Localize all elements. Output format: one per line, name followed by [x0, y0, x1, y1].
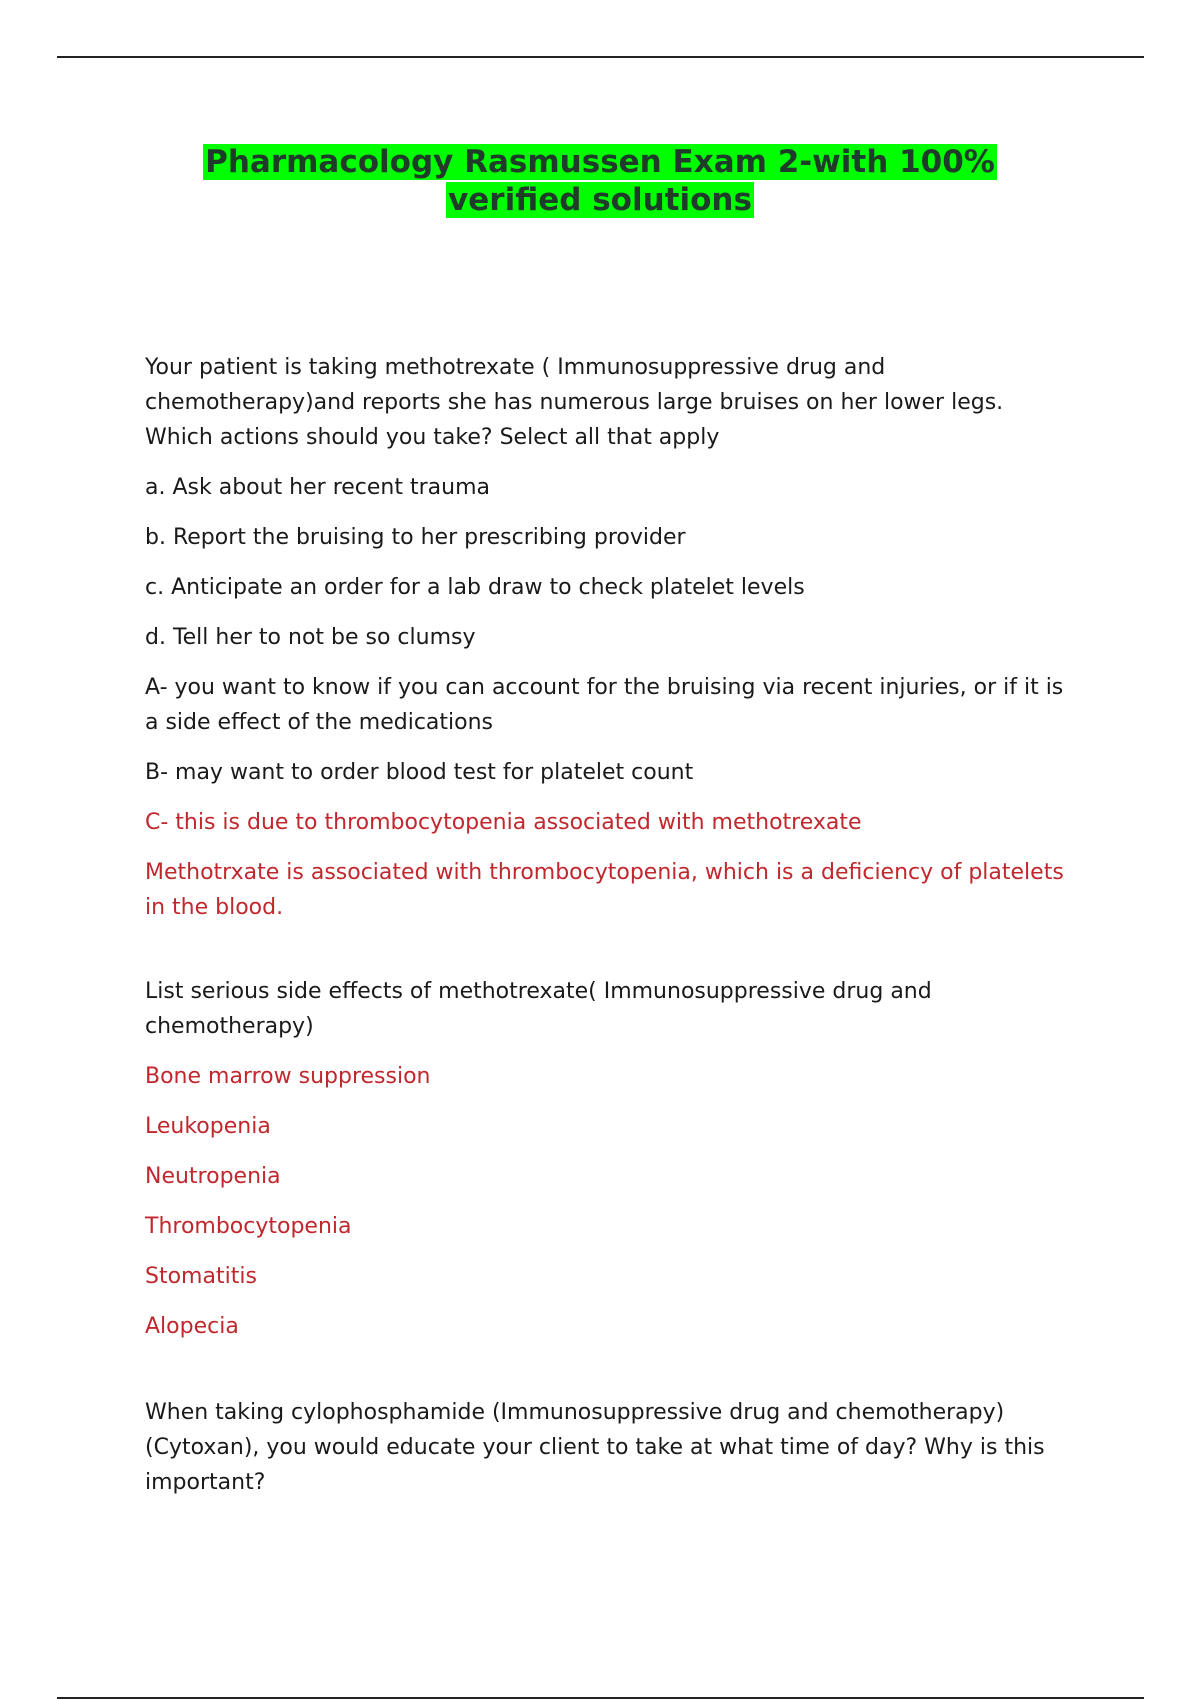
- side-effect-item: Thrombocytopenia: [145, 1214, 352, 1239]
- document-title: [0, 143, 1200, 219]
- question-3: When taking cylophosphamide (Immunosuppressive drug and chemotherapy) (Cytoxan), you would educate your client to take at what time of day? Why is this important?: [145, 1400, 1045, 1495]
- side-effect-item: Stomatitis: [145, 1264, 257, 1289]
- side-effect-item: Leukopenia: [145, 1114, 271, 1139]
- question-1: Your patient is taking methotrexate ( Immunosuppressive drug and chemotherapy)and reports she has numerous large bruises on her lower legs. Which actions should you take? Select all that apply: [145, 355, 1004, 450]
- side-effect-item: Alopecia: [145, 1314, 239, 1339]
- top-rule: [57, 56, 1144, 58]
- bottom-rule: [57, 1697, 1144, 1699]
- question-2: List serious side effects of methotrexate( Immunosuppressive drug and chemotherapy): [145, 979, 932, 1039]
- option-c: c. Anticipate an order for a lab draw to check platelet levels: [145, 575, 805, 600]
- answer-rationale: Methotrxate is associated with thrombocytopenia, which is a deficiency of platelets in the blood.: [145, 860, 1064, 920]
- option-a: a. Ask about her recent trauma: [145, 475, 490, 500]
- document-body: [145, 350, 1075, 1515]
- answer-c: C- this is due to thrombocytopenia associated with methotrexate: [145, 810, 862, 835]
- side-effect-item: Neutropenia: [145, 1164, 281, 1189]
- title-line-1: Pharmacology Rasmussen Exam 2-with 100%: [205, 144, 995, 180]
- explanation-b: B- may want to order blood test for platelet count: [145, 760, 694, 785]
- option-d: d. Tell her to not be so clumsy: [145, 625, 476, 650]
- title-line-2: verified solutions: [448, 182, 752, 218]
- explanation-a: A- you want to know if you can account for the bruising via recent injuries, or if it is a side effect of the medications: [145, 675, 1064, 735]
- option-b: b. Report the bruising to her prescribing provider: [145, 525, 686, 550]
- side-effect-item: Bone marrow suppression: [145, 1064, 431, 1089]
